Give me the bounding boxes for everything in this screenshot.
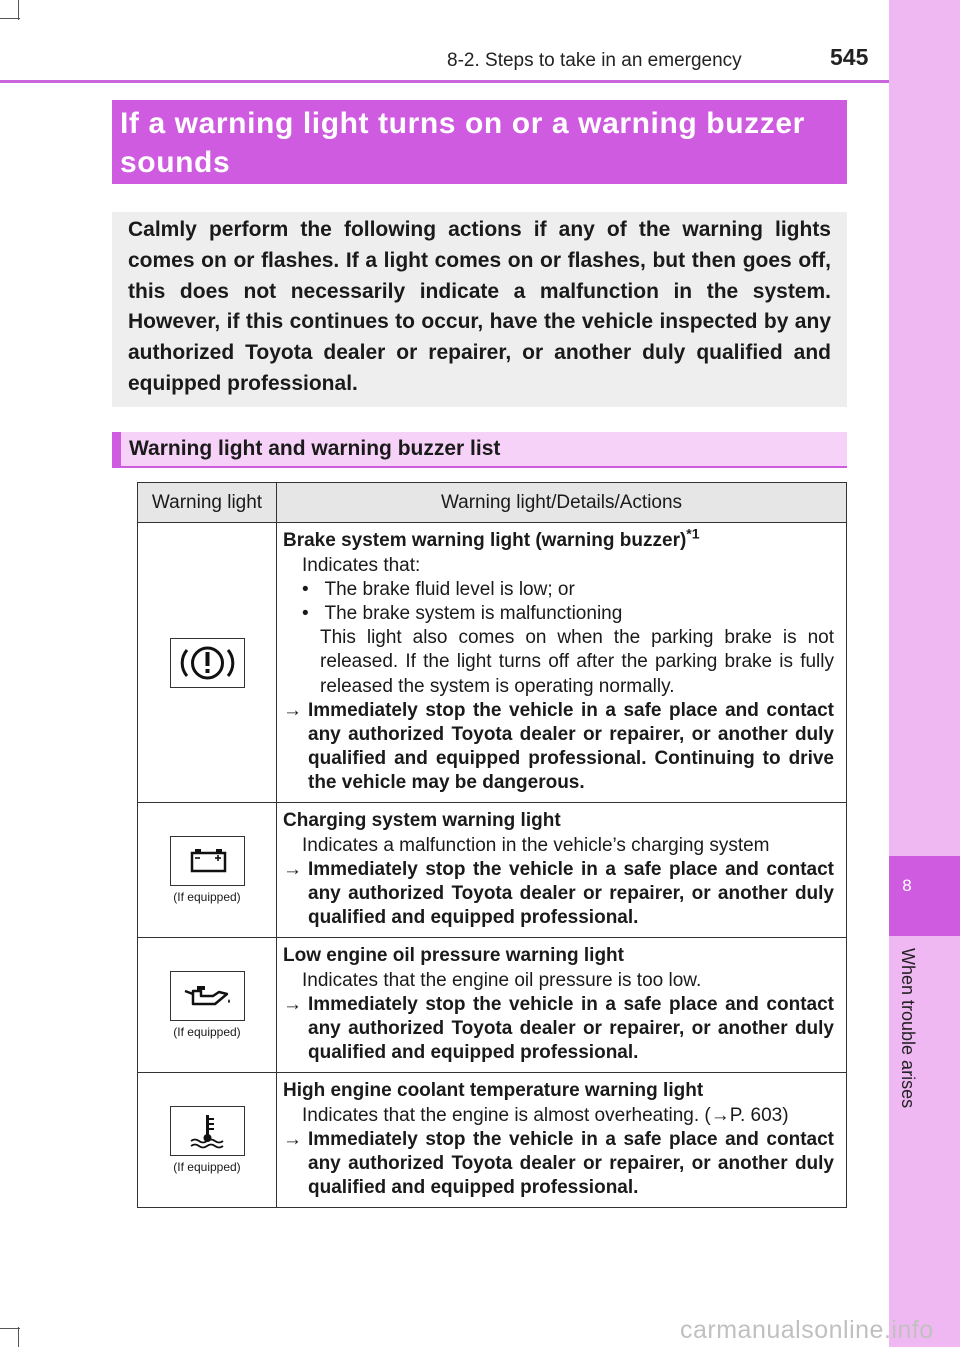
page-title: If a warning light turns on or a warning buzzer sounds [120, 107, 805, 179]
crop-mark [18, 0, 19, 20]
chapter-title: When trouble arises [898, 948, 918, 1109]
table-row [138, 1073, 847, 1208]
subheading-bar [112, 432, 847, 468]
watermark[interactable]: carmanualsonline.info [680, 1316, 934, 1344]
page-number: 545 [830, 44, 869, 70]
subheading-accent [112, 432, 121, 468]
details-cell [277, 1073, 847, 1208]
warning-indication: Indicates that: [302, 554, 421, 576]
table-row [138, 523, 847, 803]
if-equipped-note: (If equipped) [173, 1160, 241, 1174]
details-cell [277, 938, 847, 1073]
warning-indication: Indicates that the engine is almost overheating. (→P. 603) [302, 1104, 789, 1126]
warning-title: Brake system warning light (warning buzzer)$^{*1}$ [283, 526, 700, 552]
arrow-icon: → [283, 993, 302, 1015]
table-header-row [138, 483, 847, 523]
page-title-banner [112, 100, 847, 184]
arrow-icon: → [283, 858, 302, 880]
coolant-temperature-icon [170, 1106, 245, 1156]
details-cell [277, 803, 847, 938]
chapter-number: 8 [902, 876, 912, 895]
warning-title: Low engine oil pressure warning light [283, 945, 624, 967]
warning-title: High engine coolant temperature warning light [283, 1080, 704, 1102]
action-text: → Immediately stop the vehicle in a safe place and contact any authorized Toyota dealer or repairer, or another duly qualified and equipped professional. [283, 993, 834, 1064]
table-row [138, 938, 847, 1073]
intro-box [112, 212, 847, 407]
subheading: Warning light and warning buzzer list [129, 437, 501, 460]
chapter-tab[interactable] [889, 856, 960, 936]
action-text: → Immediately stop the vehicle in a safe place and contact any authorized Toyota dealer or repairer, or another duly qualified and equipped professional. Continuing to drive the vehicle may be dangerous. [283, 699, 834, 794]
if-equipped-note: (If equipped) [173, 1025, 241, 1039]
battery-icon [170, 836, 245, 886]
arrow-icon: → [283, 699, 302, 721]
warning-title: Charging system warning light [283, 810, 561, 832]
if-equipped-note: (If equipped) [173, 890, 241, 904]
header-section-title: 8-2. Steps to take in an emergency [447, 50, 742, 71]
column-header-warning-light: Warning light [138, 483, 277, 523]
icon-cell [138, 803, 277, 938]
action-text: → Immediately stop the vehicle in a safe place and contact any authorized Toyota dealer or repairer, or another duly qualified and equipped professional. [283, 1128, 834, 1199]
table-row [138, 803, 847, 938]
list-item: • The brake system is malfunctioning [302, 602, 623, 624]
intro-text: Calmly perform the following actions if any of the warning lights comes on or flashes. If a light comes on or flashes, but then goes off, this does not necessarily indicate a malfunction in the system. However, if this continues to occur, have the vehicle inspected by any authorized Toyota dealer or repairer, or another duly qualified and equipped professional. [128, 218, 831, 395]
warning-light-table [137, 482, 847, 1208]
icon-cell [138, 1073, 277, 1208]
warning-indication: Indicates a malfunction in the vehicle’s charging system [302, 834, 770, 856]
icon-cell [138, 938, 277, 1073]
brake-warning-icon [170, 638, 245, 688]
crop-mark [18, 1327, 19, 1347]
oil-can-icon [170, 971, 245, 1021]
warning-indication: Indicates that the engine oil pressure is too low. [302, 969, 702, 991]
arrow-icon: → [283, 1128, 302, 1150]
list-item: • The brake fluid level is low; or [302, 578, 575, 600]
footnote-ref: *1 [686, 526, 700, 543]
details-cell [277, 523, 847, 803]
bullet-note: This light also comes on when the parking brake is not released. If the light turns off after the parking brake is fully released the system is operating normally. [320, 627, 834, 697]
column-header-details: Warning light/Details/Actions [277, 483, 847, 523]
side-strip [889, 0, 960, 1347]
crop-mark [0, 18, 20, 19]
icon-cell [138, 523, 277, 803]
header-divider [0, 80, 889, 83]
action-text: → Immediately stop the vehicle in a safe place and contact any authorized Toyota dealer or repairer, or another duly qualified and equipped professional. [283, 858, 834, 929]
crop-mark [0, 1328, 20, 1329]
